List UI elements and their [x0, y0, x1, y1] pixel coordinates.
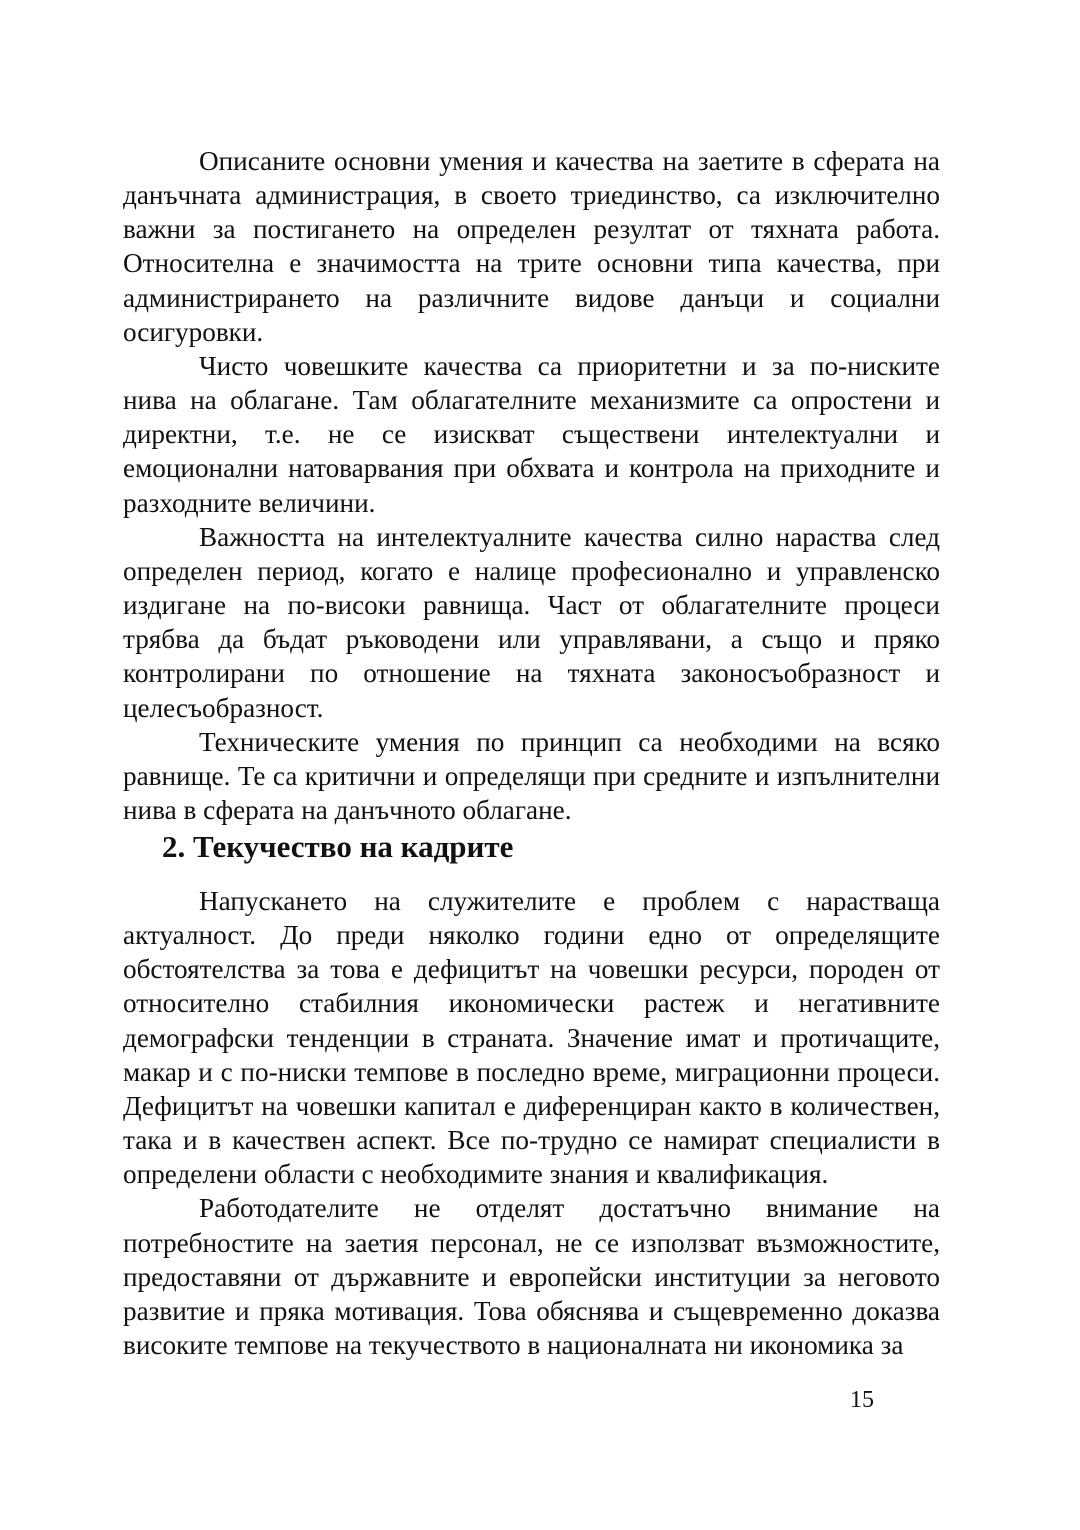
page-number: 15: [850, 1387, 874, 1413]
section-heading: 2. Текучество на кадрите: [162, 829, 514, 864]
paragraph: Описаните основни умения и качества на заетите в сферата на данъчната администрация, в своето триединство, са изключително важни за постигането на определен резултат от тяхната работа. Относителна е значимостта на трите основни типа качества, при администрирането на различните видове данъци и социални осигуровки.: [123, 146, 940, 347]
paragraph: Техническите умения по принцип са необходими на всяко равнище. Те са критични и определящи при средните и изпълнителни нива в сферата на данъчното облагане.: [123, 726, 940, 825]
paragraph: Важността на интелектуалните качества силно нараства след определен период, когато е налице професионално и управленско издигане на по-високи равнища. Част от облагателните процеси трябва да бъдат ръководени или управлявани, а също и пряко контролирани по отношение на тяхната законосъобразност и целесъобразност.: [123, 521, 940, 723]
section-1-body: [123, 144, 940, 827]
paragraph: Напускането на служителите е проблем с нарастваща актуалност. До преди няколко години едно от определящите обстоятелства за това е дефицитът на човешки ресурси, породен от относително стабилния икономически растеж и негативните демографски тенденции в страната. Значение имат и протичащите, макар и с по-ниски темпове в последно време, миграционни процеси. Дефицитът на човешки капитал е диференциран както в количествен, така и в качествен аспект. Все по-трудно се намират специалисти в определени области с необходимите знания и квалификация.: [123, 886, 940, 1190]
paragraph: Чисто човешките качества са приоритетни и за по-ниските нива на облагане. Там облагателните механизмите са опростени и директни, т.е. не се изискват съществени интелектуални и емоционални натоварвания при обхвата и контрола на приходните и разходните величини.: [123, 350, 940, 518]
paragraph: Работодателите не отделят достатъчно внимание на потребностите на заетия персонал, не се използват възможностите, предоставяни от държавните и европейски институции за неговото развитие и пряка мотивация. Това обяснява и същевременно доказва високите темпове на текучеството в националната ни икономика за: [123, 1193, 940, 1361]
section-2-body: [123, 884, 940, 1362]
